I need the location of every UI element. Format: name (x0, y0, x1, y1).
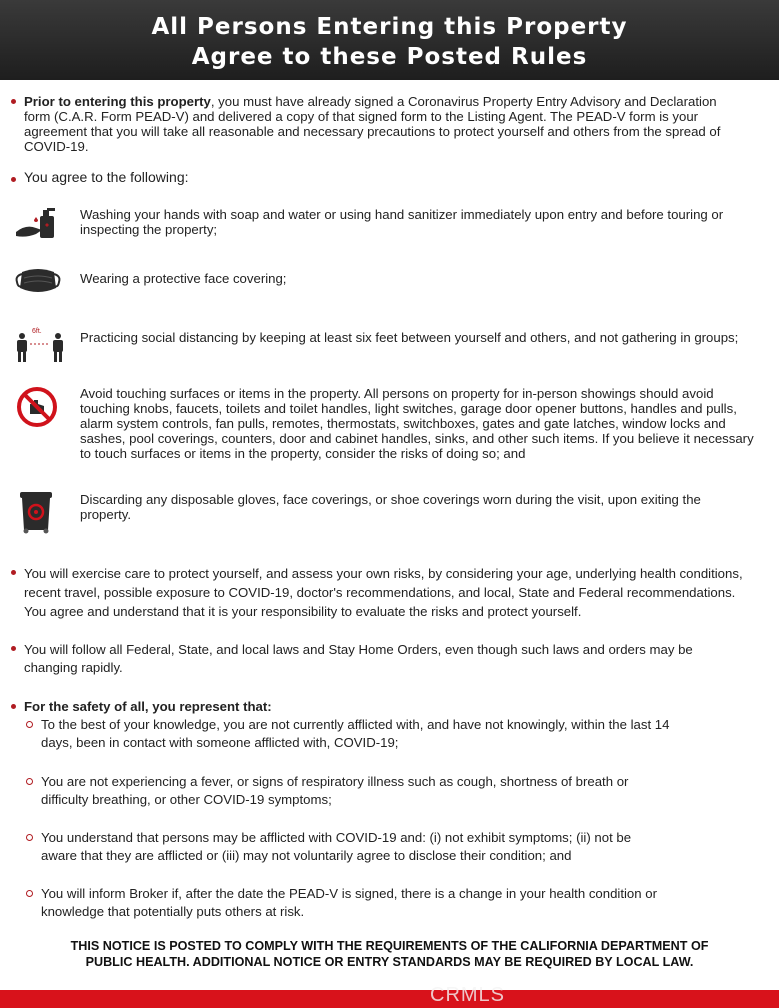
represent-item: You are not experiencing a fever, or signs of respiratory illness such as cough, shortness of breath or difficulty breathing, or other COVID-19 symptoms; (41, 774, 629, 807)
laws-paragraph: You will follow all Federal, State, and local laws and Stay Home Orders, even though such laws and orders may be changing rapidly. (24, 642, 693, 675)
rule-text-handwashing: Washing your hands with soap and water or using hand sanitizer immediately upon entry and before touring or inspecting the property; (80, 207, 724, 237)
intro-paragraph (24, 94, 720, 154)
represent-item: You understand that persons may be afflicted with COVID-19 and: (i) not exhibit symptoms; (ii) not be aware that they are afflicted or (iii) may not voluntarily agree to disclose their condition; and (41, 830, 632, 863)
footer-bar (0, 990, 779, 1008)
care-paragraph: You will exercise care to protect yourself, and assess your own risks, by considering your age, underlying health conditions, recent travel, possible exposure to COVID-19, doctor's recommendations, and local, State and Federal recommendations. You agree and understand that it is your responsibility to evaluate the risks and protect yourself. (24, 566, 743, 619)
rule-text-distancing: Practicing social distancing by keeping at least six feet between yourself and others, and not gathering in groups; (80, 330, 739, 345)
header-banner (0, 0, 779, 80)
intro-line: COVID-19. (24, 139, 89, 154)
intro-line: agreement that you will take all reasonable and necessary precautions to protect yourself and others from the spread of (24, 124, 721, 139)
agree-heading: You agree to the following: (24, 169, 189, 185)
legal-notice: THIS NOTICE IS POSTED TO COMPLY WITH THE REQUIREMENTS OF THE CALIFORNIA DEPARTMENT OF PUBLIC HEALTH. ADDITIONAL NOTICE OR ENTRY STANDARDS MAY BE REQUIRED BY LOCAL LAW. (70, 939, 709, 969)
intro-bold: Prior to entering this property (24, 94, 211, 109)
represent-item: You will inform Broker if, after the date the PEAD-V is signed, there is a change in your health condition or knowledge that potentially puts others at risk. (41, 886, 657, 919)
intro-line: form (C.A.R. Form PEAD-V) and delivered a copy of that signed form to the Listing Agent. The PEAD-V form is your (24, 109, 699, 124)
rule-text-discarding: Discarding any disposable gloves, face coverings, or shoe coverings worn during the visit, upon exiting the property. (80, 492, 701, 522)
rule-text-mask: Wearing a protective face covering; (80, 271, 287, 286)
hand-sanitizer-icon (14, 206, 60, 242)
bullet-icon (11, 570, 16, 575)
circle-bullet-icon (26, 890, 33, 897)
social-distance-icon (14, 324, 66, 364)
circle-bullet-icon (26, 778, 33, 785)
biohazard-bin-icon (18, 488, 54, 534)
bullet-icon (11, 177, 16, 182)
title-line-1: All Persons Entering this Property (151, 14, 628, 40)
rule-text-surfaces: Avoid touching surfaces or items in the property. All persons on property for in-person showings should avoid touching knobs, faucets, toilets and toilet handles, light switches, garage door opener buttons, handles and pulls, alarm system controls, fan pulls, remotes, thermostats, switchboxes, gates and gate latches, window locks and sashes, pool coverings, counters, door and cabinet handles, sinks, and other such items. If you believe it necessary to touch surfaces or items in the property, consider the risks of doing so; and (80, 386, 754, 461)
circle-bullet-icon (26, 721, 33, 728)
bullet-icon (11, 99, 16, 104)
intro-line: , you must have already signed a Coronavirus Property Entry Advisory and Declaration (210, 94, 717, 109)
circle-bullet-icon (26, 834, 33, 841)
bullet-icon (11, 704, 16, 709)
represent-item: To the best of your knowledge, you are not currently afflicted with, and have not knowingly, within the last 14 days, been in contact with someone afflicted with, COVID-19; (41, 717, 670, 750)
bullet-icon (11, 646, 16, 651)
watermark: CRMLS (430, 984, 506, 1006)
distance-label: 6ft. (32, 328, 42, 335)
face-mask-icon (14, 266, 62, 296)
title-line-2: Agree to these Posted Rules (191, 44, 588, 70)
no-touch-icon (16, 386, 58, 428)
represent-heading: For the safety of all, you represent that: (24, 699, 272, 714)
